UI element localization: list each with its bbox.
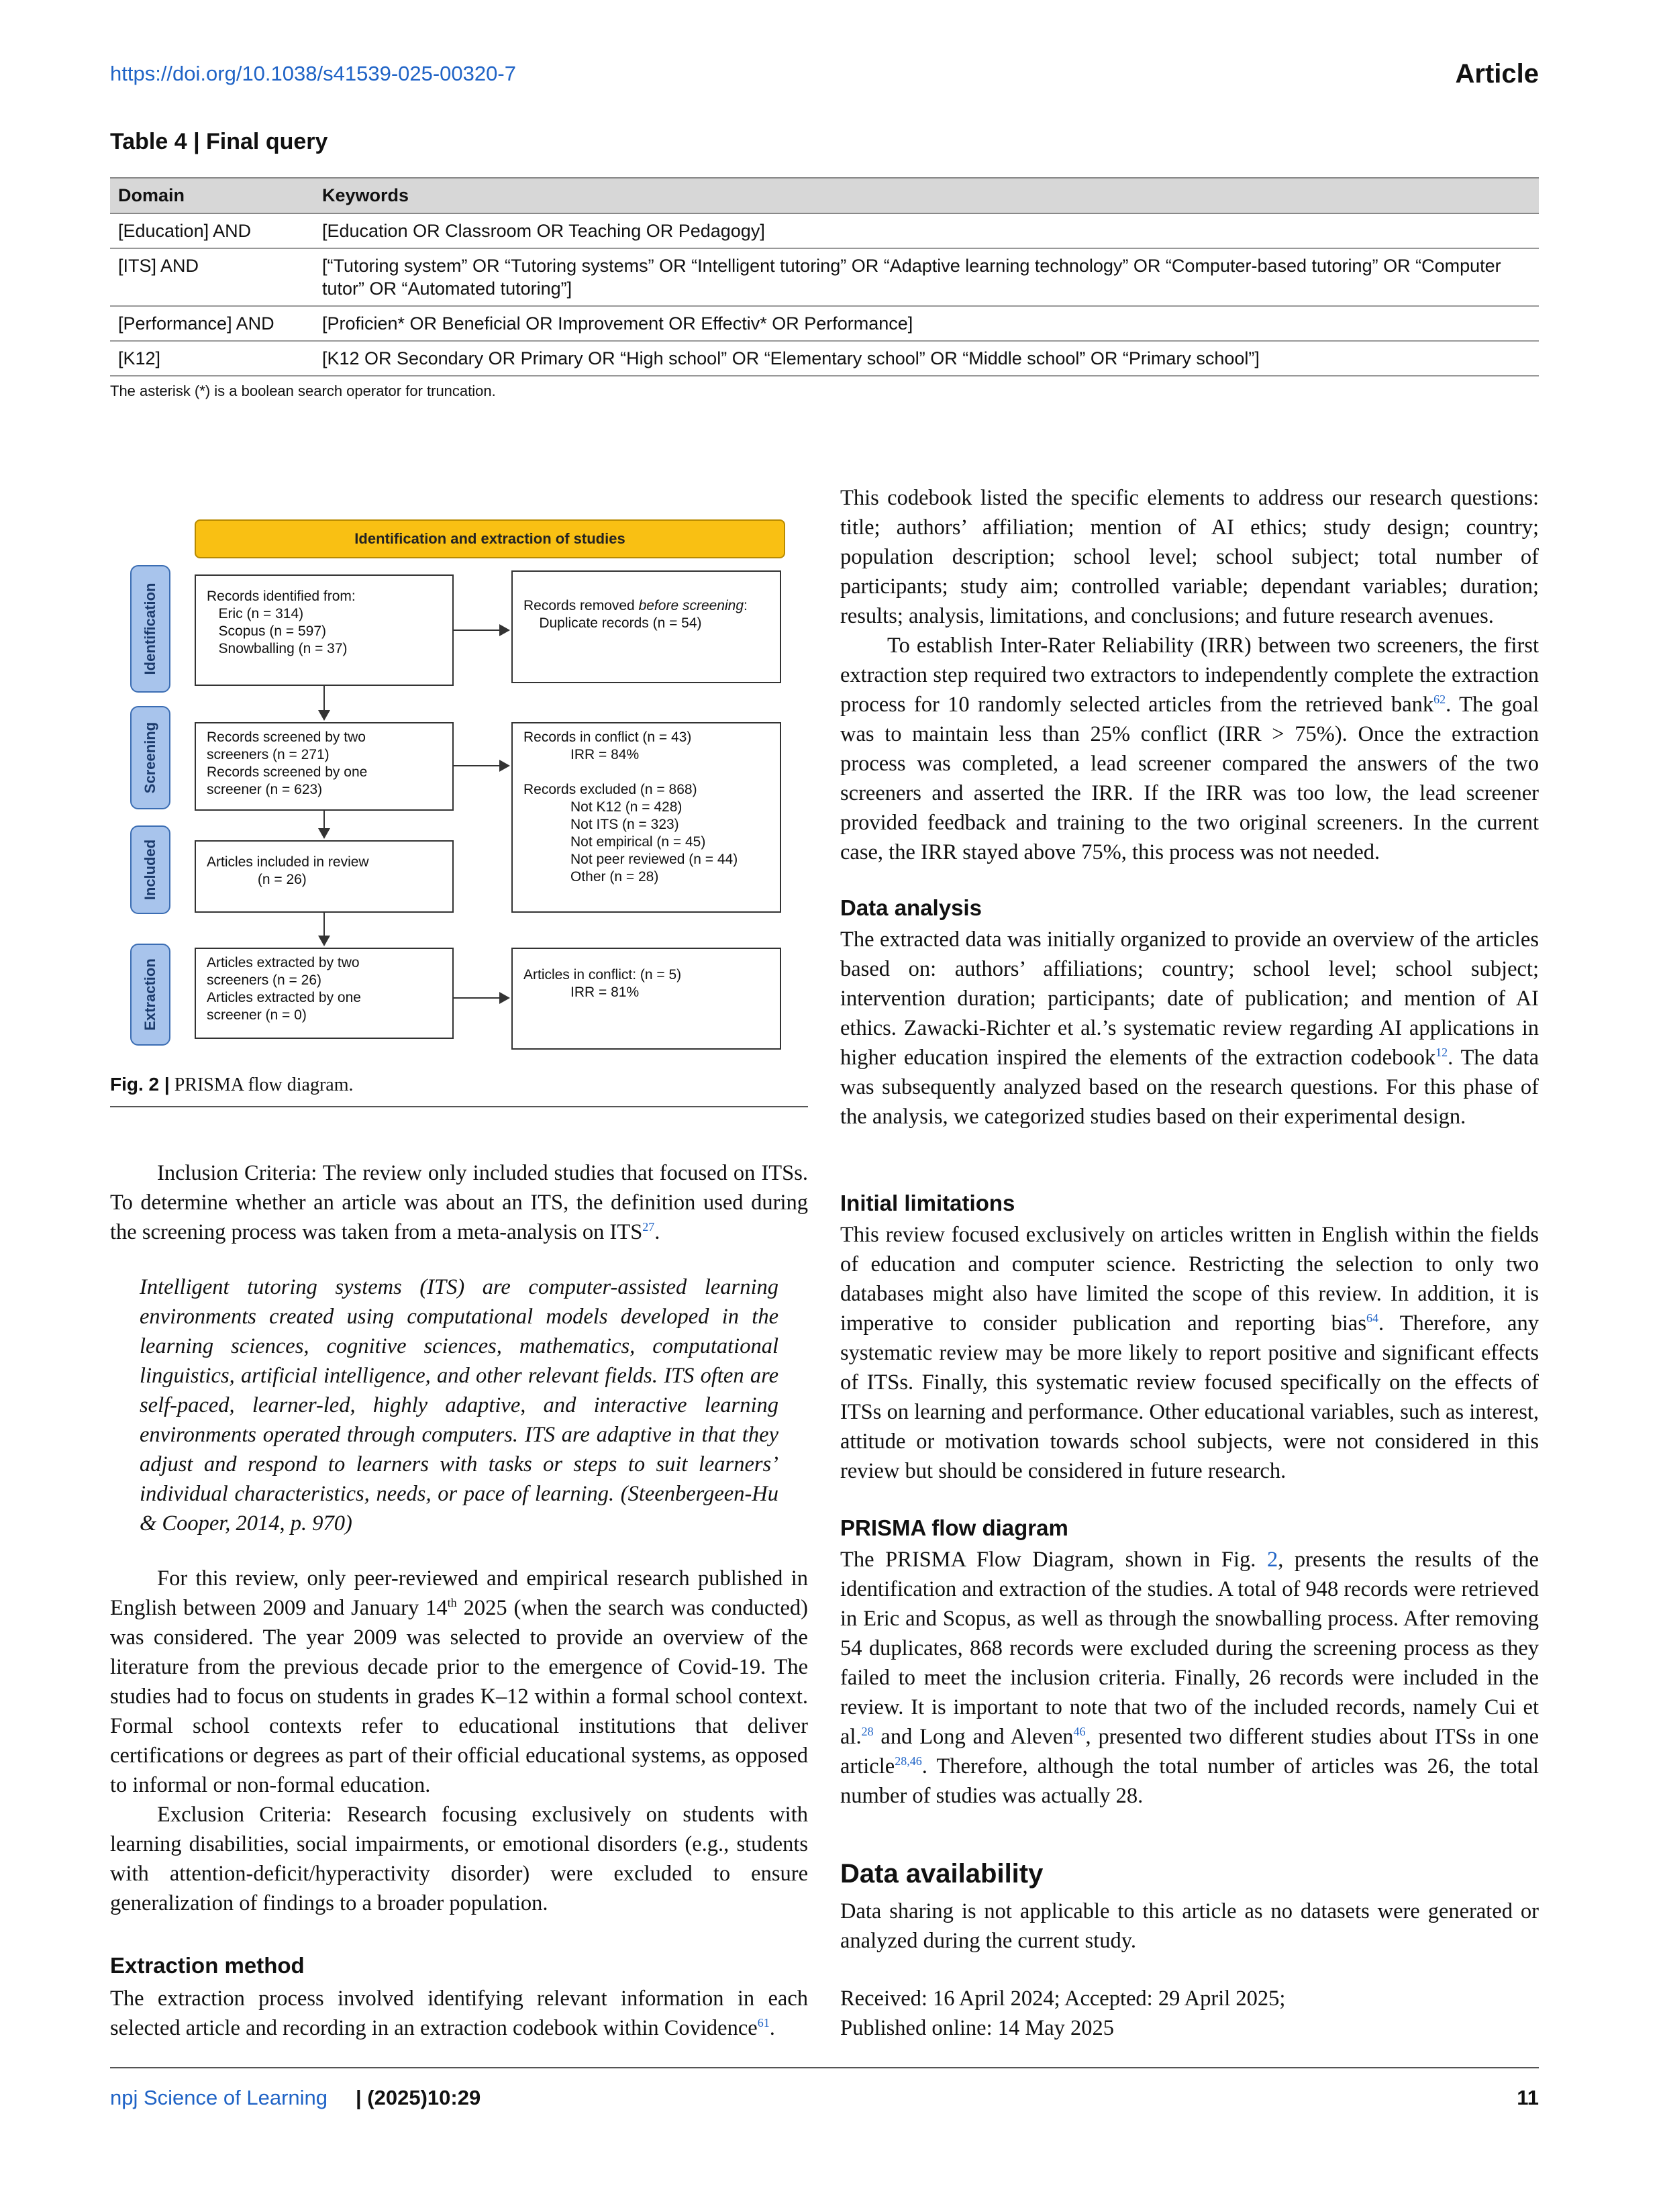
table-header-row (110, 178, 1539, 213)
box-articles-included: Articles included in review (n = 26) (195, 840, 454, 913)
figure-label: Fig. 2 | (110, 1074, 170, 1095)
paragraph (840, 925, 1539, 1132)
limitations-paragraph (840, 1220, 1539, 1486)
text: To establish Inter-Rater Reliability (IRR) between two screeners, the first extraction step required two extractors to independently complete the extraction process for 10 randomly selected articles from the retrieved bank (840, 634, 1539, 717)
arrow-head (499, 760, 510, 772)
removed-text-b: before screening (638, 598, 744, 613)
citation[interactable]: 62 (1433, 693, 1446, 707)
arrow-head (499, 992, 510, 1004)
article-label: Article (1455, 59, 1539, 89)
text: The PRISMA Flow Diagram, shown in Fig. (840, 1548, 1267, 1572)
text: . Therefore, although the total number of articles was 26, the total number of studies was actually 28. (840, 1754, 1539, 1808)
phase-label: Included (142, 839, 158, 901)
paragraph: Data sharing is not applicable to this article as no datasets were generated or analyzed during the current study. (840, 1899, 1539, 1953)
keywords-cell: [“Tutoring system” OR “Tutoring systems” OR “Intelligent tutoring” OR “Adaptive learning technology” OR “Computer-based tutoring” OR “Computer tutor” OR “Automated tutoring”] (314, 248, 1539, 306)
table-row (110, 213, 1539, 248)
text: , presents the results of the identification and extraction of the studies. A total of 948 records were retrieved in Eric and Scopus, as well as through the snowballing process. After removing 54 duplicates, 868 records were excluded during the screening process as they failed to meet the inclusion criteria. Finally, 26 records were included in the review. It is important to note that two of the included records, namely Cui et al. (840, 1548, 1539, 1749)
figure-caption (110, 1074, 354, 1096)
text: Inclusion Criteria: The review only included studies that focused on ITSs. To determine whether an article was about an ITS, the definition used during the screening process was taken from a meta-analysis on ITS (110, 1161, 808, 1244)
figure-link[interactable]: 2 (1266, 1548, 1278, 1572)
section-heading-extraction-method: Extraction method (110, 1953, 305, 1978)
prisma-paragraph (840, 1545, 1539, 1811)
paragraph: Exclusion Criteria: Research focusing exclusively on students with learning disabilities, social impairments, or emotional disorders (e.g., students with attention-deficit/hyperactivity disorder) were excluded to ensure generalization of findings to a broader population. (110, 1803, 808, 1915)
box-records-removed (511, 570, 781, 683)
phase-label: Screening (142, 721, 158, 794)
box-records-conflict-excluded: Records in conflict (n = 43) IRR = 84% Records excluded (n = 868) Not K12 (n = 428) Not ITS (n = 323) Not empirical (n = 45) Not peer reviewed (n = 44) Other (n = 28) (511, 722, 781, 913)
box-records-screened: Records screened by two screeners (n = 271) Records screened by one screener (n = 623) (195, 722, 454, 811)
paragraph (110, 1984, 808, 2043)
phase-included (130, 825, 170, 914)
journal-volume: | (2025)10:29 (356, 2086, 481, 2109)
domain-cell: [K12] (110, 341, 314, 376)
extraction-paragraph (110, 1984, 808, 2043)
removed-text-c: : Duplicate records (n = 54) (539, 598, 748, 631)
publication-dates (840, 1984, 1539, 2043)
arrow-down (323, 686, 325, 711)
table-row (110, 341, 1539, 376)
arrow-head (318, 936, 330, 946)
arrow-down (323, 811, 325, 830)
citation[interactable]: 27 (642, 1220, 655, 1234)
flow-banner: Identification and extraction of studies (195, 519, 785, 558)
figure-divider (110, 1106, 808, 1107)
text: . Therefore, any systematic review may be more likely to report positive and significant effects of ITSs. Finally, this systematic review focused specifically on the effects of ITSs on learning and performance. Other educational variables, such as interest, attitude or motivation towards school subjects, were not considered in this review but should be considered in future research. (840, 1311, 1539, 1483)
page-number: 11 (1517, 2086, 1539, 2109)
arrow-right (454, 765, 501, 766)
arrow-down (323, 913, 325, 937)
text: The extraction process involved identifying relevant information in each selected article and recording in an extraction codebook within Covidence (110, 1987, 808, 2040)
left-column (110, 1158, 808, 1918)
domain-cell: [Performance] AND (110, 306, 314, 341)
keywords-cell: [K12 OR Secondary OR Primary OR “High school” OR “Elementary school” OR “Middle school” OR “Primary school”] (314, 341, 1539, 376)
citation[interactable]: 28,46 (895, 1754, 922, 1768)
text: and Long and Aleven (873, 1725, 1074, 1749)
citation[interactable]: 46 (1073, 1725, 1086, 1739)
paragraph (110, 1564, 808, 1800)
availability-paragraph (840, 1897, 1539, 1956)
doi-link[interactable]: https://doi.org/10.1038/s41539-025-00320-7 (110, 62, 516, 85)
table-note: The asterisk (*) is a boolean search operator for truncation. (110, 383, 496, 399)
journal-name[interactable]: npj Science of Learning (110, 2086, 328, 2109)
paragraph (840, 1545, 1539, 1811)
received-accepted: Received: 16 April 2024; Accepted: 29 April 2025; (840, 1987, 1286, 2011)
footer-divider (110, 2067, 1539, 2068)
column-header-domain: Domain (110, 178, 314, 213)
paragraph (840, 631, 1539, 867)
removed-text-a: Records removed (523, 598, 639, 613)
phase-extraction (130, 944, 170, 1046)
text: . (769, 2016, 775, 2040)
figure-caption-text: PRISMA flow diagram. (169, 1074, 354, 1095)
table-row (110, 248, 1539, 306)
paragraph (110, 1158, 808, 1247)
phase-screening (130, 706, 170, 809)
text: . The goal was to maintain less than 25% conflict (IRR > 75%). Once the extraction process was completed, a lead screener compared the answers of the two screeners and asserted the IRR. If the IRR was too low, the lead screener provided feedback and training to the two original screeners. In the current case, the IRR stayed above 75%, this process was not needed. (840, 693, 1539, 864)
text: . The data was subsequently analyzed based on the research questions. For this phase of the analysis, we categorized studies based on their experimental design. (840, 1046, 1539, 1129)
keywords-cell: [Proficien* OR Beneficial OR Improvement OR Effectiv* OR Performance] (314, 306, 1539, 341)
section-heading-prisma: PRISMA flow diagram (840, 1515, 1068, 1540)
section-heading-data-analysis: Data analysis (840, 895, 982, 920)
keywords-cell: [Education OR Classroom OR Teaching OR Pedagogy] (314, 213, 1539, 248)
final-query-table (110, 177, 1539, 376)
citation[interactable]: 61 (757, 2016, 770, 2030)
paragraph: This codebook listed the specific elements to address our research questions: title; authors’ affiliation; mention of AI ethics; study design; country; population description; school level; school subject; total number of participants; study aim; controlled variable; dependant variables; duration; results; analysis, limitations, and conclusions; and future research avenues. (840, 486, 1539, 628)
phase-label: Extraction (142, 958, 158, 1031)
box-records-identified: Records identified from: Eric (n = 314) Scopus (n = 597) Snowballing (n = 37) (195, 574, 454, 686)
section-heading-data-availability: Data availability (840, 1859, 1044, 1889)
phase-label: Identification (142, 583, 158, 675)
text: The extracted data was initially organized to provide an overview of the articles based on: authors’ affiliations; country; school level; school subject; intervention duration; participants; date of publication; and mention of AI ethics. Zawacki-Richter et al.’s systematic review regarding AI applications in higher education inspired the elements of the extraction codebook (840, 927, 1539, 1070)
block-quote: Intelligent tutoring systems (ITS) are computer-assisted learning environments created using computational models developed in the learning sciences, cognitive sciences, mathematics, computational linguistics, artificial intelligence, and other relevant fields. ITS often are self-paced, learner-led, highly adaptive, and interactive learning environments operated through computers. ITS are adaptive in that they adjust and respond to learners with tasks or steps to suit learners’ individual characteristics, needs, or pace of learning. (Steenbergeen-Hu & Cooper, 2014, p. 970) (140, 1275, 778, 1536)
box-articles-extracted: Articles extracted by two screeners (n = 26) Articles extracted by one screener (n = 0) (195, 948, 454, 1039)
table-title: Table 4 | Final query (110, 129, 328, 154)
citation[interactable]: 64 (1366, 1311, 1378, 1325)
text: This review focused exclusively on articles written in English within the fields of education and computer science. Restricting the selection to only two databases might also have limited the scope of this review. In addition, it is imperative to consider publication and reporting bias (840, 1223, 1539, 1336)
paragraph (840, 1220, 1539, 1486)
arrow-head (318, 710, 330, 721)
arrow-right (454, 630, 501, 631)
table-row (110, 306, 1539, 341)
arrow-right (454, 997, 501, 999)
citation[interactable]: 12 (1435, 1046, 1448, 1060)
text: . (654, 1220, 660, 1244)
text: , presented two different studies about ITSs in one article (840, 1725, 1540, 1778)
section-heading-initial-limitations: Initial limitations (840, 1191, 1015, 1215)
phase-identification (130, 565, 170, 693)
right-column-top (840, 483, 1539, 867)
domain-cell: [Education] AND (110, 213, 314, 248)
citation[interactable]: 28 (861, 1725, 874, 1739)
prisma-flow-diagram (110, 510, 808, 1067)
arrow-head (499, 624, 510, 636)
text: For this review, only peer-reviewed and empirical research published in English between 2009 and January 14 (110, 1566, 808, 1620)
arrow-head (318, 828, 330, 839)
box-articles-in-conflict: Articles in conflict: (n = 5) IRR = 81% (511, 948, 781, 1050)
data-analysis-paragraph (840, 925, 1539, 1132)
published-online: Published online: 14 May 2025 (840, 2016, 1115, 2040)
superscript: th (447, 1596, 457, 1610)
domain-cell: [ITS] AND (110, 248, 314, 306)
text: 2025 (when the search was conducted) was considered. The year 2009 was selected to provide an overview of the literature from the previous decade prior to the emergence of Covid-19. The studies had to focus on students in grades K–12 within a formal school context. Formal school contexts refer to educational institutions that deliver certifications or degrees as part of their official educational systems, as opposed to informal or non-formal education. (110, 1596, 808, 1797)
column-header-keywords: Keywords (314, 178, 1539, 213)
